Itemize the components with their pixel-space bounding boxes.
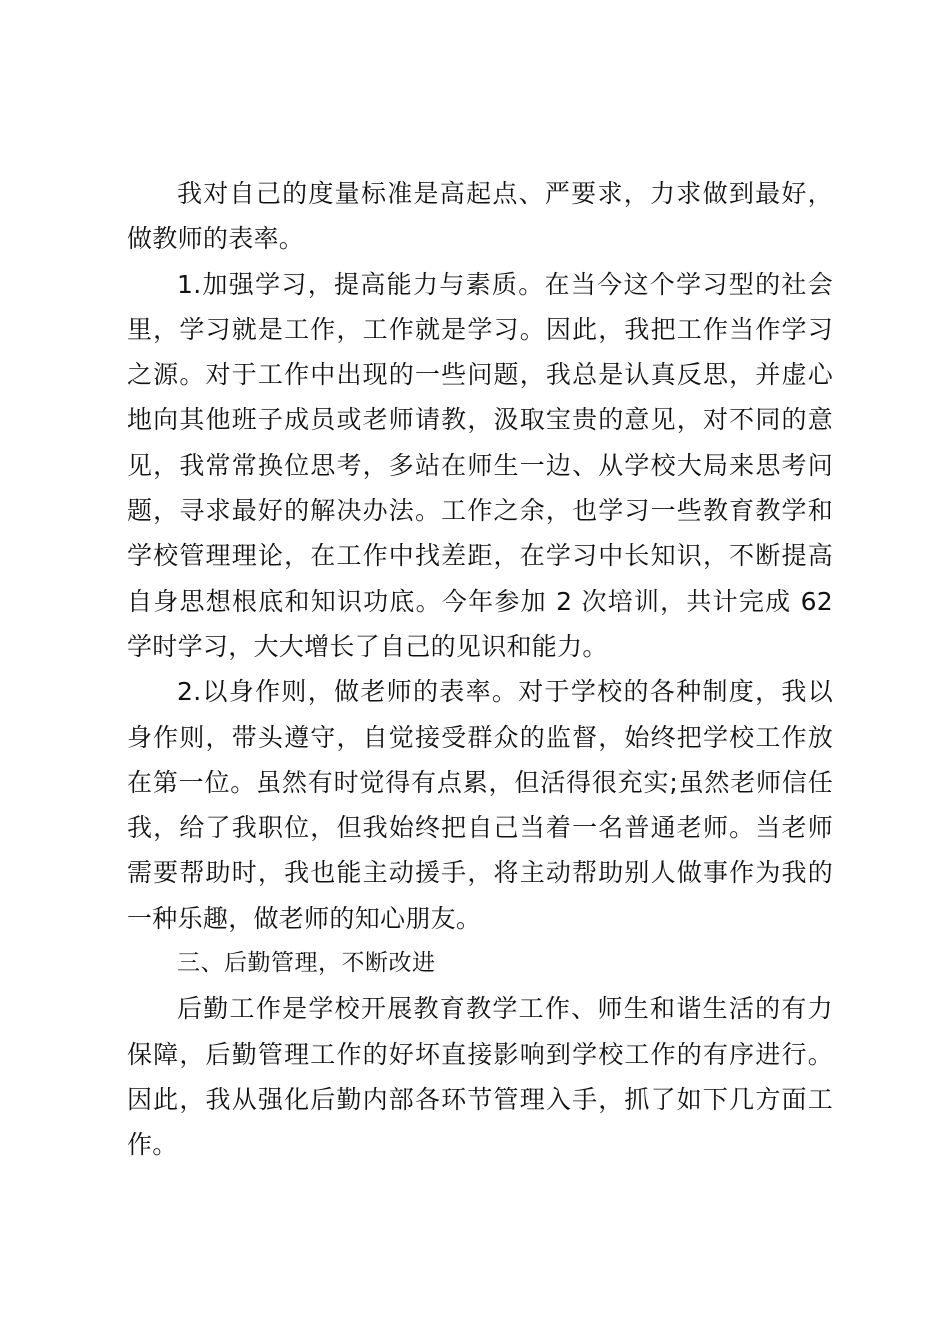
paragraph-lead-by-example: 2.以身作则，做老师的表率。对于学校的各种制度，我以身作则，带头遵守，自觉接受群众的监督，始终把学校工作放在第一位。虽然有时觉得有点累，但活得很充实;虽然老师信任我，给了我职位，但我始终把自己当着一名普通老师。当老师需要帮助时，我也能主动援手，将主动帮助别人做事作为我的一种乐趣，做老师的知心朋友。	[127, 677, 833, 933]
paragraph-logistics: 后勤工作是学校开展教育教学工作、师生和谐生活的有力保障，后勤管理工作的好坏直接影响到学校工作的有序进行。因此，我从强化后勤内部各环节管理入手，抓了如下几方面工作。	[127, 994, 833, 1160]
paragraph-standards: 我对自己的度量标准是高起点、严要求，力求做到最好，做教师的表率。	[127, 179, 833, 254]
paragraph-learning: 1.加强学习，提高能力与素质。在当今这个学习型的社会里，学习就是工作，工作就是学习。因此，我把工作当作学习之源。对于工作中出现的一些问题，我总是认真反思，并虚心地向其他班子成员或老师请教，汲取宝贵的意见，对不同的意见，我常常换位思考，多站在师生一边、从学校大局来思考问题，寻求最好的解决办法。工作之余，也学习一些教育教学和学校管理理论，在工作中找差距，在学习中长知识，不断提高自身思想根底和知识功底。今年参加 2 次培训，共计完成 62 学时学习，大大增长了自己的见识和能力。	[127, 269, 833, 661]
section-heading-logistics: 三、后勤管理，不断改进	[177, 950, 436, 977]
document-body	[127, 171, 833, 1168]
